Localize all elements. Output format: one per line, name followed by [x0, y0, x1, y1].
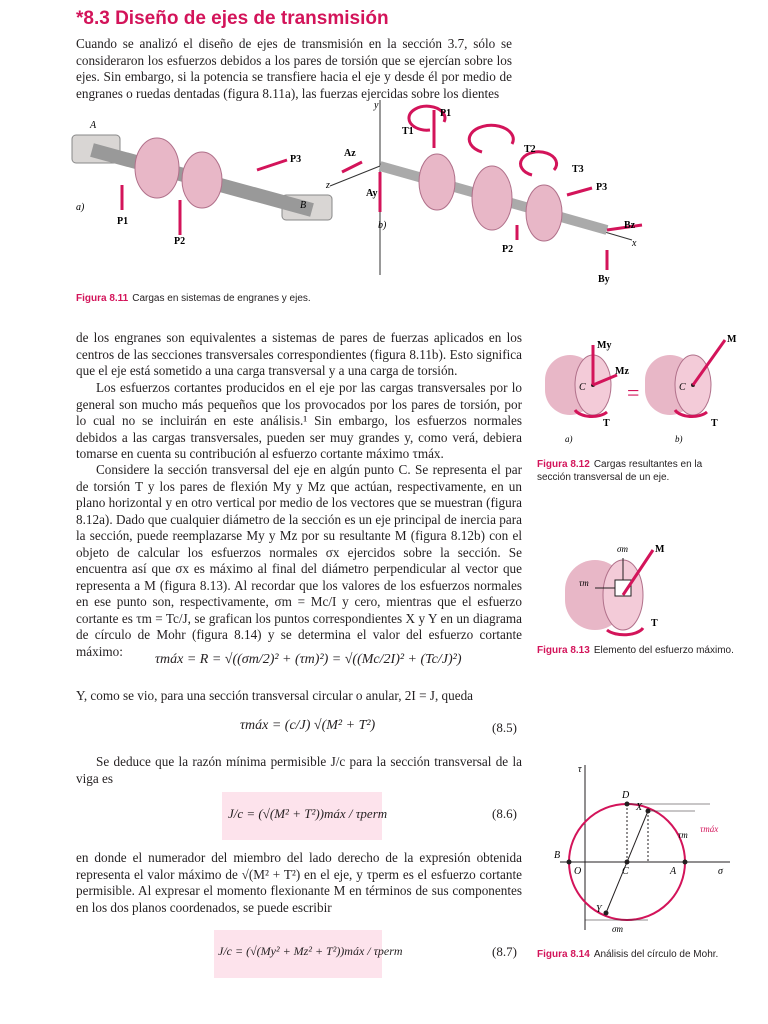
fig-b-label-P1: P1	[440, 108, 452, 119]
point-c	[625, 860, 630, 865]
fig-b-label-P2: P2	[502, 244, 514, 255]
figure-8-14	[540, 760, 740, 935]
fig-b-label-Az: Az	[344, 148, 356, 159]
fig814-label-D: D	[622, 790, 630, 801]
fig-a-label-B: B	[300, 200, 307, 211]
fig814-label-X: X	[636, 802, 643, 813]
arrow-p3	[257, 160, 287, 170]
caption-label: Figura 8.11	[76, 293, 129, 304]
fig813-label-M: M	[655, 544, 665, 555]
fig-b-label-Bz: Bz	[624, 220, 636, 231]
fig-a-label-a: a)	[76, 202, 85, 213]
paragraph-intro: Cuando se analizó el diseño de ejes de transmisión en la sección 3.7, sólo se consideraron los esfuerzos debidos a los pares de torsión que se ejercían sobre los ejes. Sin embargo, si la potencia se transfiere hacia el eje y desde él por medio de engranes o ruedas dentadas (figura 8.11a), las fuerzas ejercidas sobre los dientes	[76, 36, 512, 101]
fig812-label-My: My	[597, 340, 612, 351]
fig-b-label-T1: T1	[402, 126, 414, 137]
equation-tau-r: τmáx = R = √((σm/2)² + (τm)²) = √((Mc/2I)² + (Tc/J)²)	[155, 652, 462, 667]
paragraph-section: Considere la sección transversal del eje en algún punto C. Se representa el par de torsión T y los pares de flexión My y Mz que actúan, respectivamente, en un plano horizontal y en otro vertical por medio de los vectores que se muestran (figura 8.12a). Dado que cualquier diámetro de la sección es un eje principal de inercia para la sección, puede reemplazarse My y Mz por su resultante M (figura 8.12b) con el objeto de calcular los esfuerzos normales σx ejercidos sobre la sección. Se encuentra así que σx es máximo al final del diámetro perpendicular al vector que representa a M (figura 8.13). Al recordar que los valores de los esfuerzos normales en ese punto son, respectivamente, σm = Mc/I y cero, mientras que el esfuerzo cortante es τm = Tc/J, se grafican los puntos correspondientes X y Y en un diagrama de círculo de Mohr (figura 8.14) y se determina el valor del esfuerzo cortante máximo:	[76, 462, 522, 659]
fig812-label-b: b)	[675, 434, 683, 444]
paragraph-gears: de los engranes son equivalentes a sistemas de pares de fuerzas aplicados en los centros de las secciones transversales correspondientes (figura 8.11b). Esto significa que el eje está sometido a una carga transversal y a una carga de torsión.	[76, 330, 522, 378]
fig812-label-M: M	[727, 334, 737, 345]
fig814-label-C: C	[622, 866, 629, 877]
fig-a-label-P1: P1	[117, 216, 129, 227]
torque-t2	[469, 125, 513, 152]
caption-label: Figura 8.14	[537, 949, 590, 960]
gear-1	[135, 138, 179, 198]
paragraph-moment: en donde el numerador del miembro del lado derecho de la expresión obtenida representa el valor máximo de √(M² + T²) en el eje, y τperm es el esfuerzo cortante permisible. Al expresar el momento flexionante M en términos de sus componentes en los dos planos coordenados, se puede escribir	[76, 850, 522, 915]
paragraph-circular: Y, como se vio, para una sección transversal circular o anular, 2I = J, queda	[76, 688, 474, 703]
fig-b-label-P3: P3	[596, 182, 608, 193]
fig-b-label-Ay: Ay	[366, 188, 378, 199]
fig-b-label-T3: T3	[572, 164, 584, 175]
axis-z	[330, 166, 380, 186]
fig812-label-C2: C	[679, 382, 686, 393]
figure-8-12a-drawing	[545, 340, 629, 444]
fig812-label-T2: T	[711, 418, 718, 429]
gear-b1	[419, 154, 455, 210]
caption-figure-8-11	[76, 292, 516, 305]
point-d	[625, 802, 630, 807]
equation-8-7-number: (8.7)	[492, 944, 517, 959]
figure-8-11	[62, 100, 652, 290]
point-y	[604, 911, 609, 916]
gear-b2	[472, 166, 512, 230]
caption-figure-8-14	[537, 948, 737, 961]
fig-b-label-T2: T2	[524, 144, 536, 155]
caption-text: Elemento del esfuerzo máximo.	[593, 645, 734, 656]
fig814-label-A: A	[670, 866, 677, 877]
equation-8-5-number: (8.5)	[492, 720, 517, 735]
fig-b-label-z: z	[326, 180, 330, 191]
point-b	[567, 860, 572, 865]
equation-8-7: J/c = (√(My² + Mz² + T²))máx / τperm	[218, 944, 403, 958]
figure-8-12b-drawing	[645, 334, 737, 444]
caption-label: Figura 8.12	[537, 459, 590, 470]
equation-8-5: τmáx = (c/J) √(M² + T²)	[240, 718, 376, 733]
fig812-label-C1: C	[579, 382, 586, 393]
fig814-label-taum: τm	[678, 830, 688, 840]
torque-t3	[521, 152, 557, 175]
fig-b-label-b: b)	[378, 220, 387, 231]
fig814-label-B: B	[554, 850, 561, 861]
point-x	[646, 809, 651, 814]
fig814-label-O: O	[574, 866, 582, 877]
paragraph-ratio: Se deduce que la razón mínima permisible J/c para la sección transversal de la viga es	[76, 754, 522, 786]
fig814-label-sigmam: σm	[612, 924, 623, 934]
arrow-b-az	[342, 162, 362, 172]
figure-8-11a-drawing	[72, 120, 332, 247]
caption-text: Análisis del círculo de Mohr.	[593, 949, 719, 960]
fig814-label-Y: Y	[596, 904, 602, 915]
caption-text: Cargas en sistemas de engranes y ejes.	[132, 293, 311, 304]
caption-figure-8-13	[537, 644, 737, 657]
equation-8-6-number: (8.6)	[492, 806, 517, 821]
fig812-label-T1: T	[603, 418, 610, 429]
figure-8-13	[555, 540, 725, 640]
fig-b-label-x: x	[632, 238, 637, 249]
fig-b-label-y: y	[374, 100, 379, 111]
equation-8-6: J/c = (√(M² + T²))máx / τperm	[228, 806, 388, 821]
fig812-label-Mz: Mz	[615, 366, 629, 377]
fig-b-label-By: By	[598, 274, 610, 285]
fig814-label-taumax: τmáx	[700, 824, 719, 834]
paragraph-shear: Los esfuerzos cortantes producidos en el eje por las cargas transversales por lo general son mucho más pequeños que los provocados por los pares de torsión, por lo cual no se incluirán en este análisis.¹ Sin embargo, los esfuerzos normales debidos a las cargas transversales, pueden ser muy grandes y, como verá, debiera tomarse en cuenta su contribución al esfuerzo cortante máximo τmáx.	[76, 380, 522, 461]
gear-b3	[526, 185, 562, 241]
fig814-label-sigma: σ	[718, 866, 723, 877]
gear-2	[182, 152, 222, 208]
caption-figure-8-12	[537, 458, 737, 484]
caption-text: Cargas resultantes en la sección transversal de un eje.	[537, 459, 703, 483]
point-a	[683, 860, 688, 865]
figure-8-11b-drawing	[325, 100, 642, 285]
fig-a-label-P3: P3	[290, 154, 302, 165]
fig813-label-tau: τm	[579, 578, 589, 588]
arrow-b-p3	[567, 188, 592, 195]
fig812-label-a: a)	[565, 434, 573, 444]
section-title: *8.3 Diseño de ejes de transmisión	[76, 8, 389, 29]
caption-label: Figura 8.13	[537, 645, 590, 656]
fig813-label-T: T	[651, 618, 658, 629]
fig814-label-tau: τ	[578, 764, 582, 775]
equals-sign: =	[627, 380, 640, 405]
figure-8-12	[535, 330, 745, 445]
fig-a-label-A: A	[90, 120, 97, 131]
fig813-label-sigma: σm	[617, 544, 628, 554]
fig-a-label-P2: P2	[174, 236, 186, 247]
